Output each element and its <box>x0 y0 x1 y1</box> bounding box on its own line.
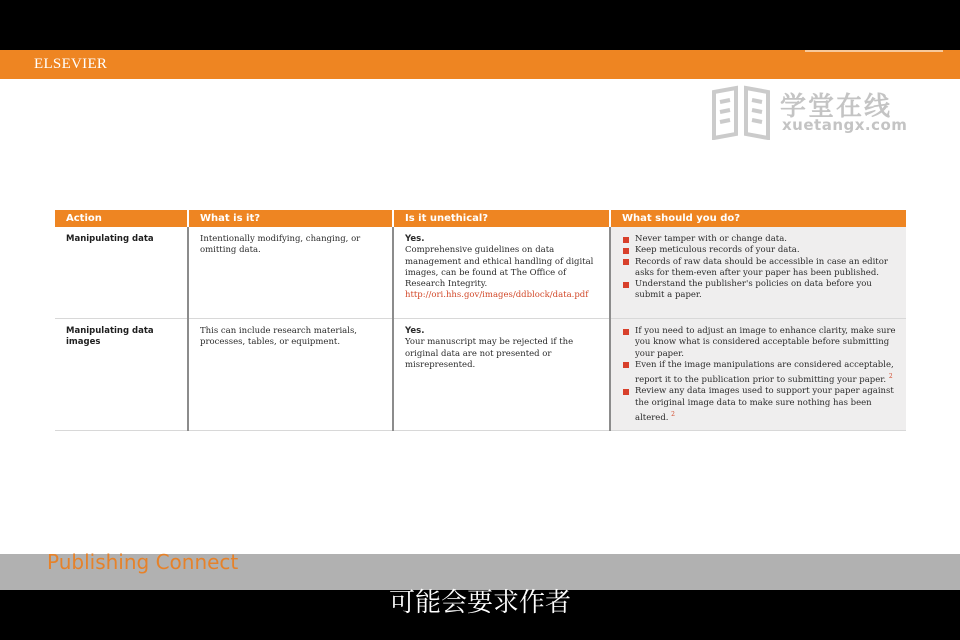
video-subtitle: 可能会要求作者 <box>388 588 571 618</box>
list-item: Even if the image manipulations are considered acceptable, report it to the publication prior to submitting your paper. $^2$ <box>622 360 898 386</box>
row-do <box>610 319 906 431</box>
header-unethical: Is it unethical? <box>393 210 610 227</box>
table-row <box>55 227 906 319</box>
footer-title: Publishing Connect <box>47 550 239 574</box>
watermark <box>710 84 910 140</box>
unethical-text: Comprehensive guidelines on data management and ethical handling of digital images, can be found at The Office of Research Integrity. <box>405 245 594 290</box>
watermark-chinese: 学堂在线 <box>780 92 893 122</box>
table-row <box>55 319 906 431</box>
table-header-row <box>55 210 906 227</box>
row-unethical <box>393 227 610 319</box>
header-action: Action <box>55 210 188 227</box>
watermark-url: xuetangx.com <box>782 116 908 134</box>
header-accent-line <box>805 50 943 52</box>
row-what: Intentionally modifying, changing, or omitting data. <box>188 227 393 319</box>
row-what: This can include research materials, processes, tables, or equipment. <box>188 319 393 431</box>
header-bar <box>0 50 960 79</box>
xuetangx-logo-icon <box>710 84 772 140</box>
unethical-yes: Yes. <box>405 234 425 244</box>
header-do: What should you do? <box>610 210 906 227</box>
list-item: If you need to adjust an image to enhance clarity, make sure you know what is considered acceptable before submitting your paper. <box>622 326 898 360</box>
ethics-table <box>55 210 906 431</box>
list-item: Understand the publisher's policies on data before you submit a paper. <box>622 279 898 302</box>
unethical-text: Your manuscript may be rejected if the original data are not presented or misrepresented. <box>405 337 574 370</box>
list-item: Keep meticulous records of your data. <box>622 245 898 256</box>
unethical-yes: Yes. <box>405 326 425 336</box>
row-do <box>610 227 906 319</box>
header-what: What is it? <box>188 210 393 227</box>
brand-logo-text: ELSEVIER <box>34 56 108 72</box>
reference-marker: 2 <box>671 410 675 418</box>
row-action: Manipulating data images <box>55 319 188 431</box>
row-unethical <box>393 319 610 431</box>
reference-marker: 2 <box>888 373 893 381</box>
row-action: Manipulating data <box>55 227 188 319</box>
list-item: Review any data images used to support your paper against the original image data to make sure nothing has been altered. $^2$ <box>622 386 898 424</box>
do-list <box>622 234 898 302</box>
do-list <box>622 326 898 424</box>
top-letterbox <box>0 0 960 50</box>
list-item: Never tamper with or change data. <box>622 234 898 245</box>
list-item: Records of raw data should be accessible in case an editor asks for them-even after your paper has been published. <box>622 257 898 280</box>
ori-link[interactable]: http://ori.hhs.gov/images/ddblock/data.pdf <box>405 290 589 301</box>
